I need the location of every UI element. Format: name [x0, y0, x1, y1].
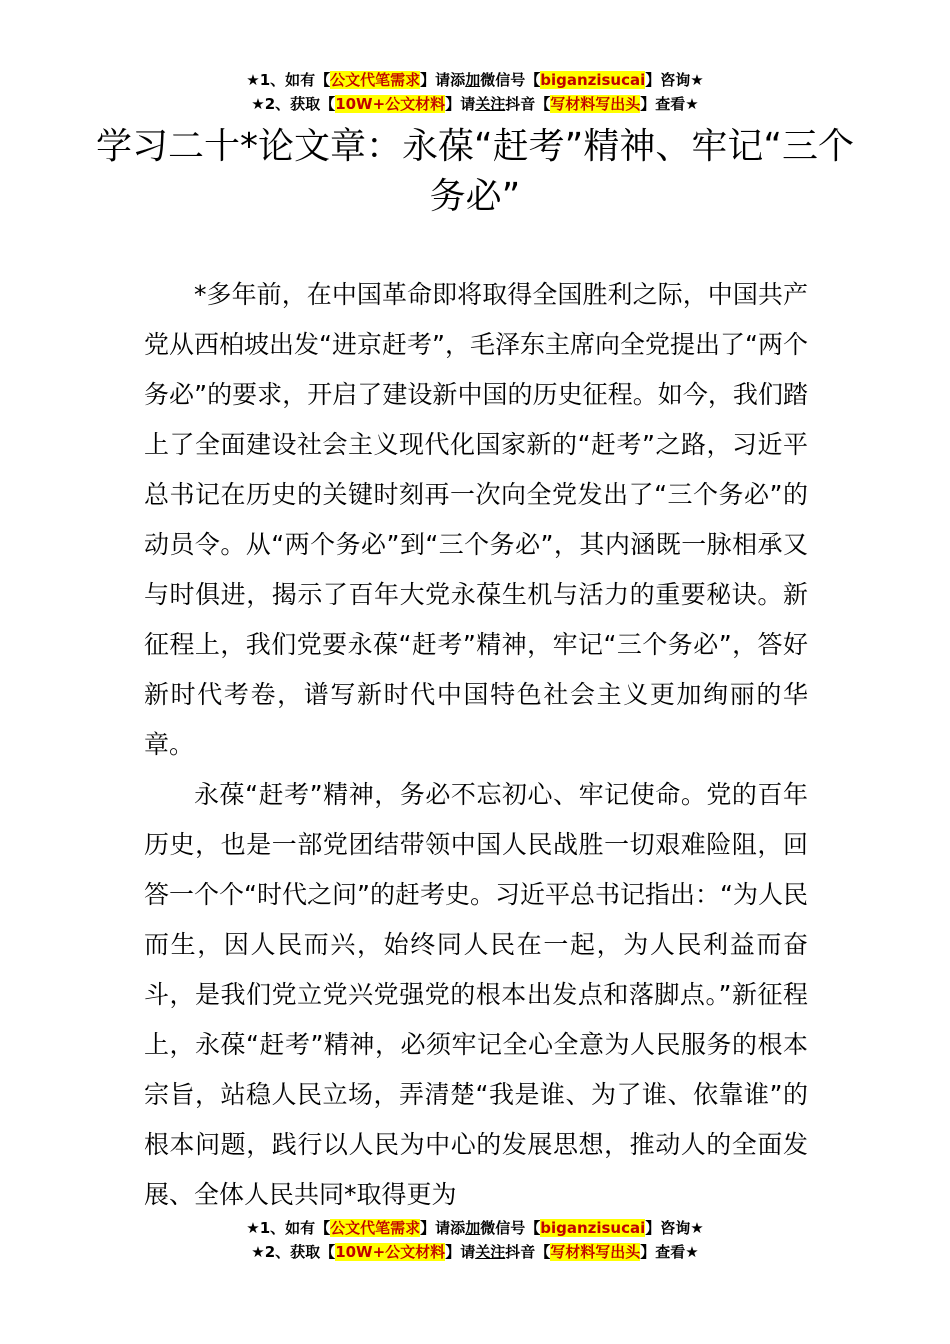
banner-text: ★2、获取【: [251, 95, 336, 113]
banner-text: 】请: [445, 95, 476, 113]
highlight-text: 10W+公文材料: [335, 1243, 446, 1261]
highlight-text: 10W+公文材料: [335, 95, 446, 113]
banner-text: 】请添: [420, 71, 466, 89]
document-body: [144, 270, 808, 1220]
banner-text: 】请添: [420, 1219, 466, 1237]
highlight-text: 写材料写出头: [550, 95, 641, 113]
highlight-text: 公文代笔需求: [330, 71, 421, 89]
banner-text: 抖音【: [505, 95, 551, 113]
banner-text: 加: [465, 71, 481, 89]
highlight-text: biganzisucai: [540, 71, 646, 89]
banner-line-2: [0, 1240, 950, 1264]
paragraph: *多年前，在中国革命即将取得全国胜利之际，中国共产党从西柏坡出发“进京赶考”，毛泽东主席向全党提出了“两个务必”的要求，开启了建设新中国的历史征程。如今，我们踏上了全面建设社会主义现代化国家新的“赶考”之路，习近平总书记在历史的关键时刻再一次向全党发出了“三个务必”的动员令。从“两个务必”到“三个务必”，其内涵既一脉相承又与时俱进，揭示了百年大党永葆生机与活力的重要秘诀。新征程上，我们党要永葆“赶考”精神，牢记“三个务必”，答好新时代考卷，谱写新时代中国特色社会主义更加绚丽的华章。: [144, 280, 808, 759]
banner-text: 】请: [445, 1243, 476, 1261]
banner-text: 】查看★: [640, 1243, 699, 1261]
header-banner: [0, 68, 950, 116]
banner-text: 】咨询★: [645, 1219, 704, 1237]
banner-line-1: [0, 68, 950, 92]
highlight-text: biganzisucai: [540, 1219, 646, 1237]
document-title: 学习二十*论文章：永葆“赶考”精神、牢记“三个务必”: [96, 126, 854, 217]
banner-text: ★1、如有【: [246, 71, 331, 89]
banner-text: 关注: [475, 1243, 506, 1261]
banner-text: 加: [465, 1219, 481, 1237]
banner-text: 】查看★: [640, 95, 699, 113]
banner-text: ★2、获取【: [251, 1243, 336, 1261]
banner-line-2: [0, 92, 950, 116]
highlight-text: 公文代笔需求: [330, 1219, 421, 1237]
banner-line-1: [0, 1216, 950, 1240]
banner-text: 微信号【: [480, 1219, 541, 1237]
banner-text: ★1、如有【: [246, 1219, 331, 1237]
banner-text: 关注: [475, 95, 506, 113]
paragraph: 永葆“赶考”精神，务必不忘初心、牢记使命。党的百年历史，也是一部党团结带领中国人民战胜一切艰难险阻，回答一个个“时代之问”的赶考史。习近平总书记指出：“为人民而生，因人民而兴，始终同人民在一起，为人民利益而奋斗，是我们党立党兴党强党的根本出发点和落脚点。”新征程上，永葆“赶考”精神，必须牢记全心全意为人民服务的根本宗旨，站稳人民立场，弄清楚“我是谁、为了谁、依靠谁”的根本问题，践行以人民为中心的发展思想，推动人的全面发展、全体人民共同*取得更为: [144, 780, 808, 1209]
highlight-text: 写材料写出头: [550, 1243, 641, 1261]
banner-text: 】咨询★: [645, 71, 704, 89]
footer-banner: [0, 1216, 950, 1264]
banner-text: 抖音【: [505, 1243, 551, 1261]
banner-text: 微信号【: [480, 71, 541, 89]
